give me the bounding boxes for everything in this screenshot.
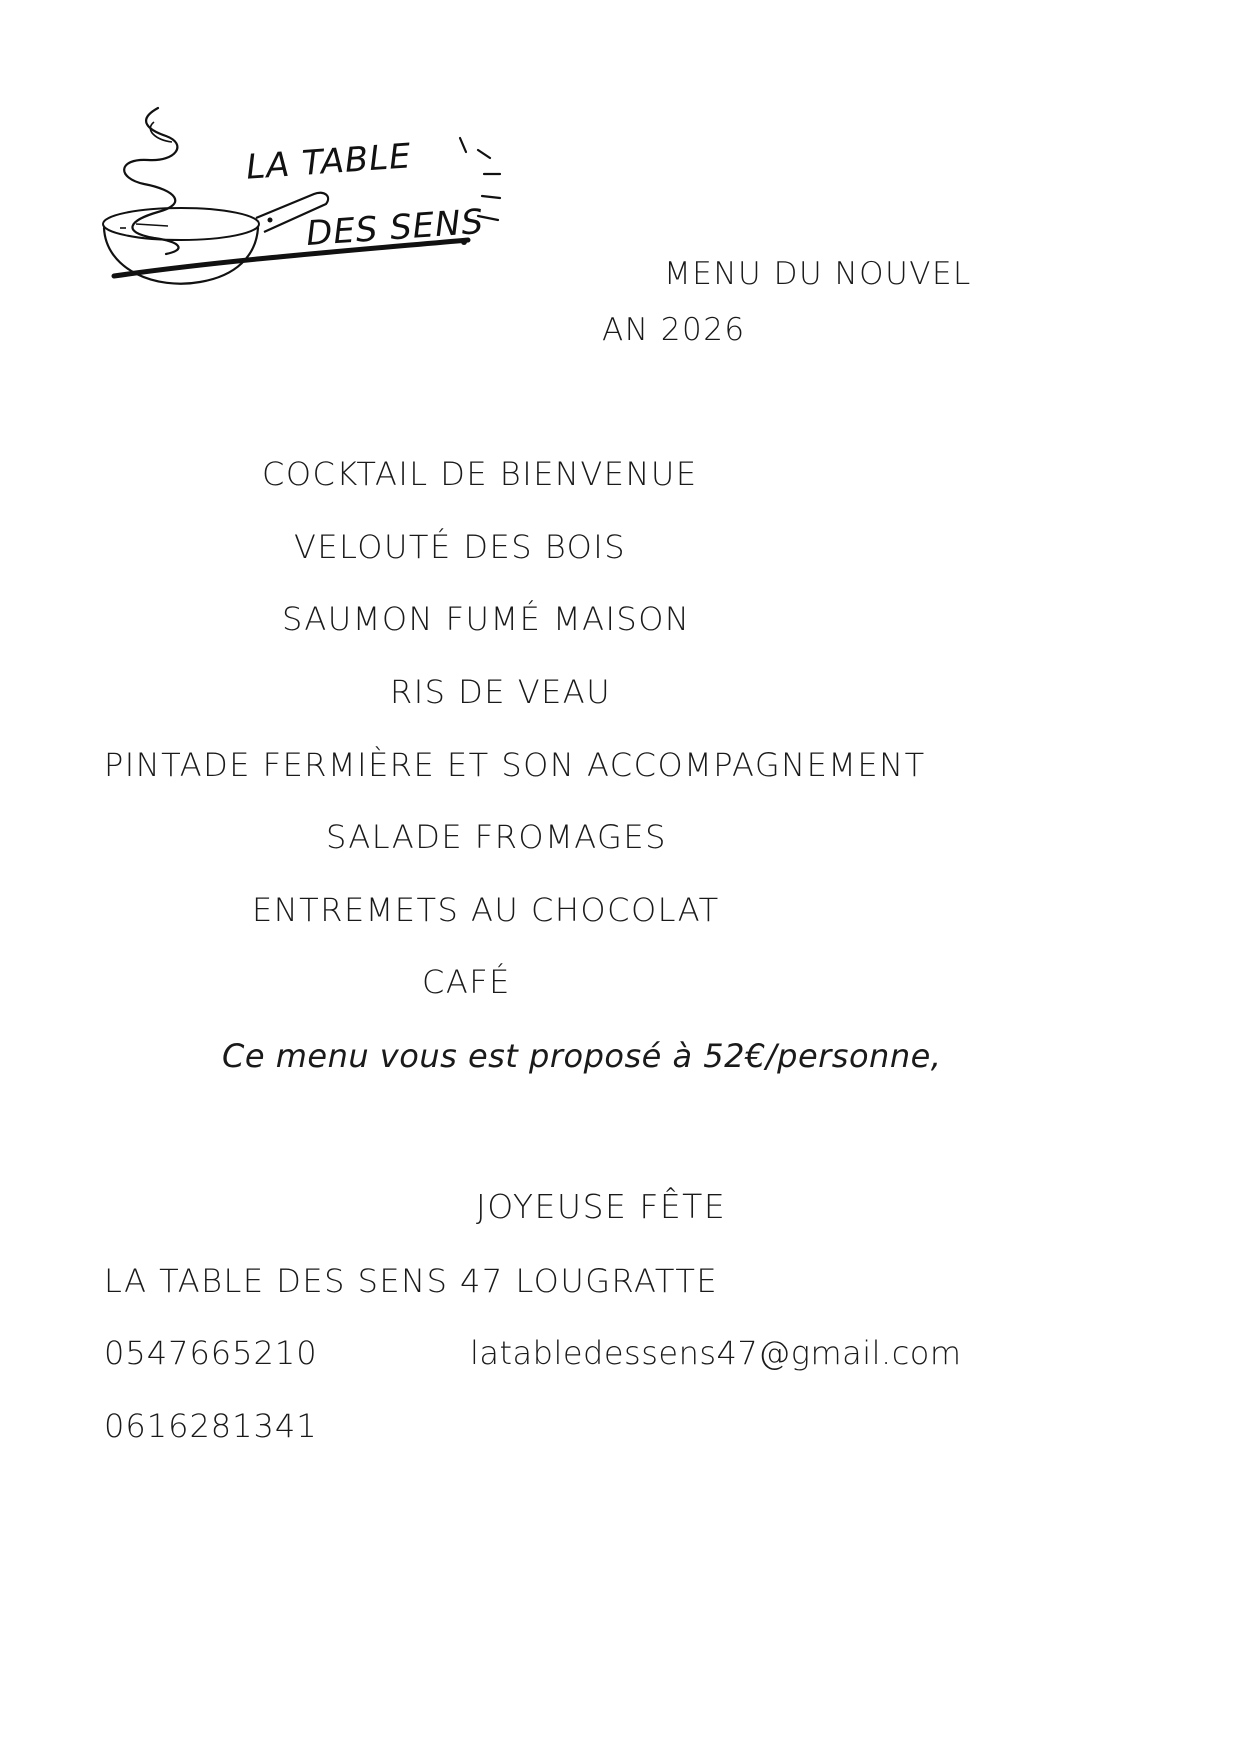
menu-title-line1: MENU DU NOUVEL [664,256,972,292]
menu-item: VELOUTÉ DES BOIS [294,528,627,566]
logo-text-line2: DES SENS [304,201,486,255]
menu-item: RIS DE VEAU [390,673,612,711]
email-address: latabledessens47@gmail.com [470,1334,962,1372]
menu-item: SAUMON FUMÉ MAISON [282,600,691,638]
greeting: JOYEUSE FÊTE [476,1187,727,1226]
restaurant-logo [96,100,566,320]
menu-title-line2: AN 2026 [602,312,746,348]
phone-number-2: 0616281341 [104,1407,318,1445]
restaurant-address: LA TABLE DES SENS 47 LOUGRATTE [104,1262,719,1300]
menu-price: Ce menu vous est proposé à 52€/personne, [222,1037,942,1075]
menu-item: COCKTAIL DE BIENVENUE [262,455,698,493]
menu-item: PINTADE FERMIÈRE ET SON ACCOMPAGNEMENT [104,746,926,784]
menu-item: SALADE FROMAGES [326,818,667,856]
logo-text-line1: LA TABLE [244,136,413,188]
frying-pan-logo-icon [96,100,566,320]
menu-item: ENTREMETS AU CHOCOLAT [252,891,720,929]
phone-number-1: 0547665210 [104,1334,318,1372]
menu-item: CAFÉ [422,963,511,1001]
